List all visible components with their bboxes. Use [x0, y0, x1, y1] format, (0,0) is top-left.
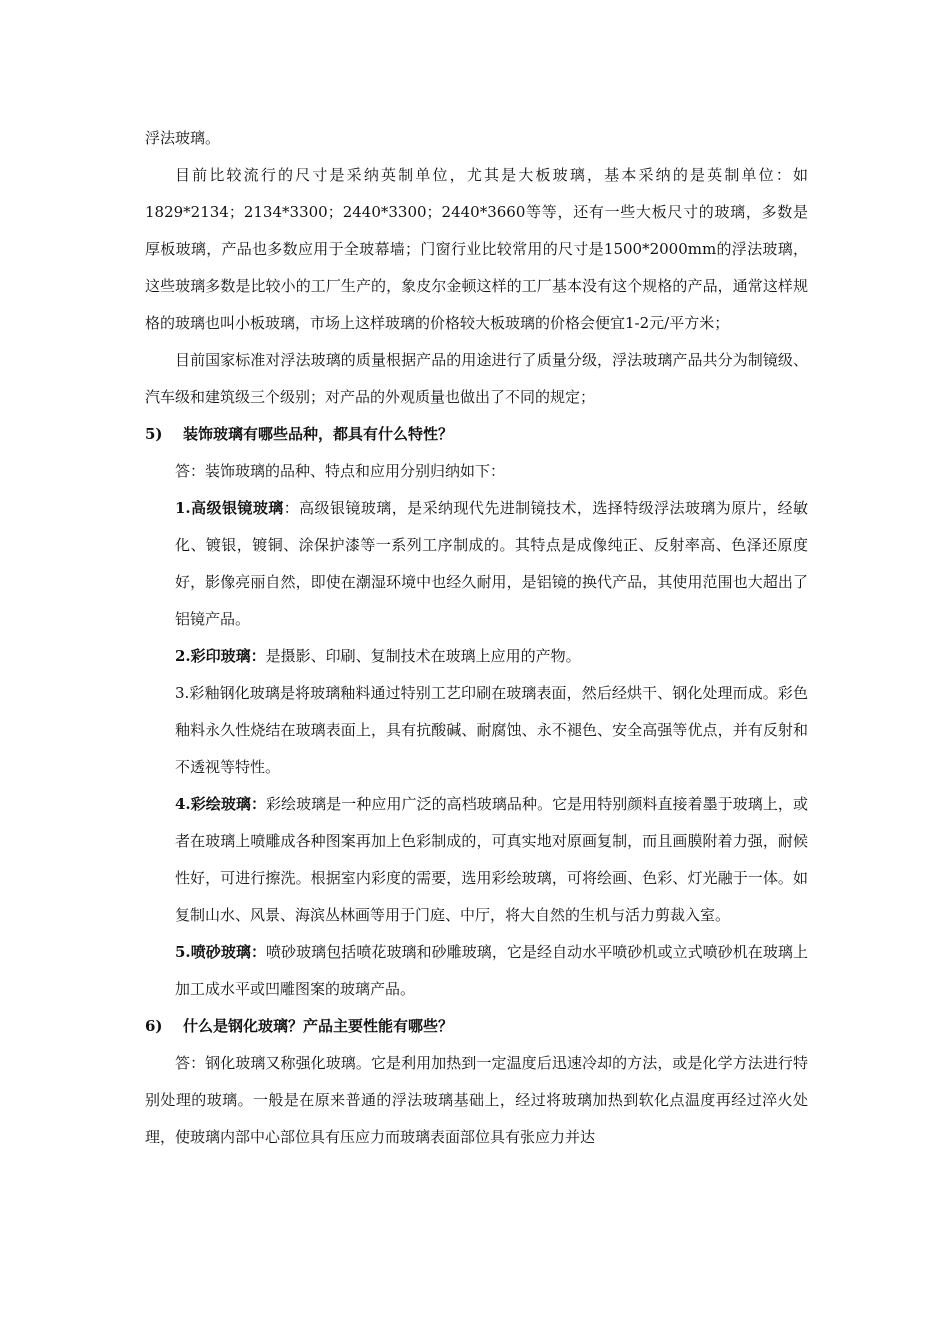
item-separator: ： — [283, 499, 300, 517]
item-text: 是摄影、印刷、复制技术在玻璃上应用的产物。 — [265, 647, 581, 665]
item-label: 2.彩印玻璃： — [175, 647, 266, 665]
item-text: 高级银镜玻璃，是采纳现代先进制镜技术，选择特级浮法玻璃为原片，经敏化、镀银，镀铜、涂保护漆等一系列工序制成的。其特点是成像纯正、反射率高、色泽还原度好，影像亮丽自然，即使在潮湿环境中也经久耐用，是铝镜的换代产品，其使用范围也大超出了铝镜产品。 — [175, 499, 808, 628]
section-5-title: 装饰玻璃有哪些品种，都具有什么特性？ — [183, 425, 454, 443]
paragraph-glass-sizes: 目前比较流行的尺寸是采纳英制单位，尤其是大板玻璃，基本采纳的是英制单位：如1829*2134；2134*3300；2440*3300；2440*3660等等，还有一些大板尺寸的玻璃，多数是厚板玻璃，产品也多数应用于全玻幕墙；门窗行业比较常用的尺寸是1500*2000mm的浮法玻璃，这些玻璃多数是比较小的工厂生产的，象皮尔金顿这样的工厂基本没有这个规格的产品，通常这样规格的玻璃也叫小板玻璃，市场上这样玻璃的价格较大板玻璃的价格会便宜1-2元/平方米； — [145, 166, 808, 332]
item-silver-mirror-glass — [175, 490, 808, 638]
section-6-title: 什么是钢化玻璃？产品主要性能有哪些？ — [183, 1017, 454, 1035]
item-text: 喷砂玻璃包括喷花玻璃和砂雕玻璃，它是经自动水平喷砂机或立式喷砂机在玻璃上加工成水平或凹雕图案的玻璃产品。 — [175, 943, 808, 998]
section-5-answer: 答：装饰玻璃的品种、特点和应用分别归纳如下： — [175, 462, 506, 480]
item-sandblasted-glass — [175, 934, 808, 1008]
item-glazed-tempered-glass — [175, 675, 808, 786]
section-5-number: 5) — [145, 425, 163, 443]
item-printed-glass — [175, 638, 808, 675]
item-text: 彩绘玻璃是一种应用广泛的高档玻璃品种。它是用特别颜料直接着墨于玻璃上，或者在玻璃上喷雕成各种图案再加上色彩制成的，可真实地对原画复制，而且画膜附着力强，耐候性好，可进行擦洗。根据室内彩度的需要，选用彩绘玻璃，可将绘画、色彩、灯光融于一体。如复制山水、风景、海滨丛林画等用于门庭、中厅，将大自然的生机与活力剪裁入室。 — [175, 795, 808, 924]
section-6-number: 6) — [145, 1017, 163, 1035]
item-label: 5.喷砂玻璃： — [175, 943, 266, 961]
paragraph-float-glass-end: 浮法玻璃。 — [145, 129, 221, 147]
section-6-heading — [145, 1008, 808, 1045]
paragraph-quality-grades: 目前国家标准对浮法玻璃的质量根据产品的用途进行了质量分级，浮法玻璃产品共分为制镜级、汽车级和建筑级三个级别；对产品的外观质量也做出了不同的规定； — [145, 351, 808, 406]
item-text: 3.彩釉钢化玻璃是将玻璃釉料通过特别工艺印刷在玻璃表面，然后经烘干、钢化处理而成。彩色釉料永久性烧结在玻璃表面上，具有抗酸碱、耐腐蚀、永不褪色、安全高强等优点，并有反射和不透视等特性。 — [175, 684, 808, 776]
item-label: 1.高级银镜玻璃 — [175, 499, 284, 517]
section-5-heading — [145, 416, 808, 453]
item-label: 4.彩绘玻璃： — [175, 795, 266, 813]
section-6-answer: 答：钢化玻璃又称强化玻璃。它是利用加热到一定温度后迅速冷却的方法，或是化学方法进行特别处理的玻璃。一般是在原来普通的浮法玻璃基础上，经过将玻璃加热到软化点温度再经过淬火处理，使玻璃内部中心部位具有压应力而玻璃表面部位具有张应力并达 — [145, 1054, 808, 1146]
document-page — [145, 120, 808, 1156]
item-painted-glass — [175, 786, 808, 934]
